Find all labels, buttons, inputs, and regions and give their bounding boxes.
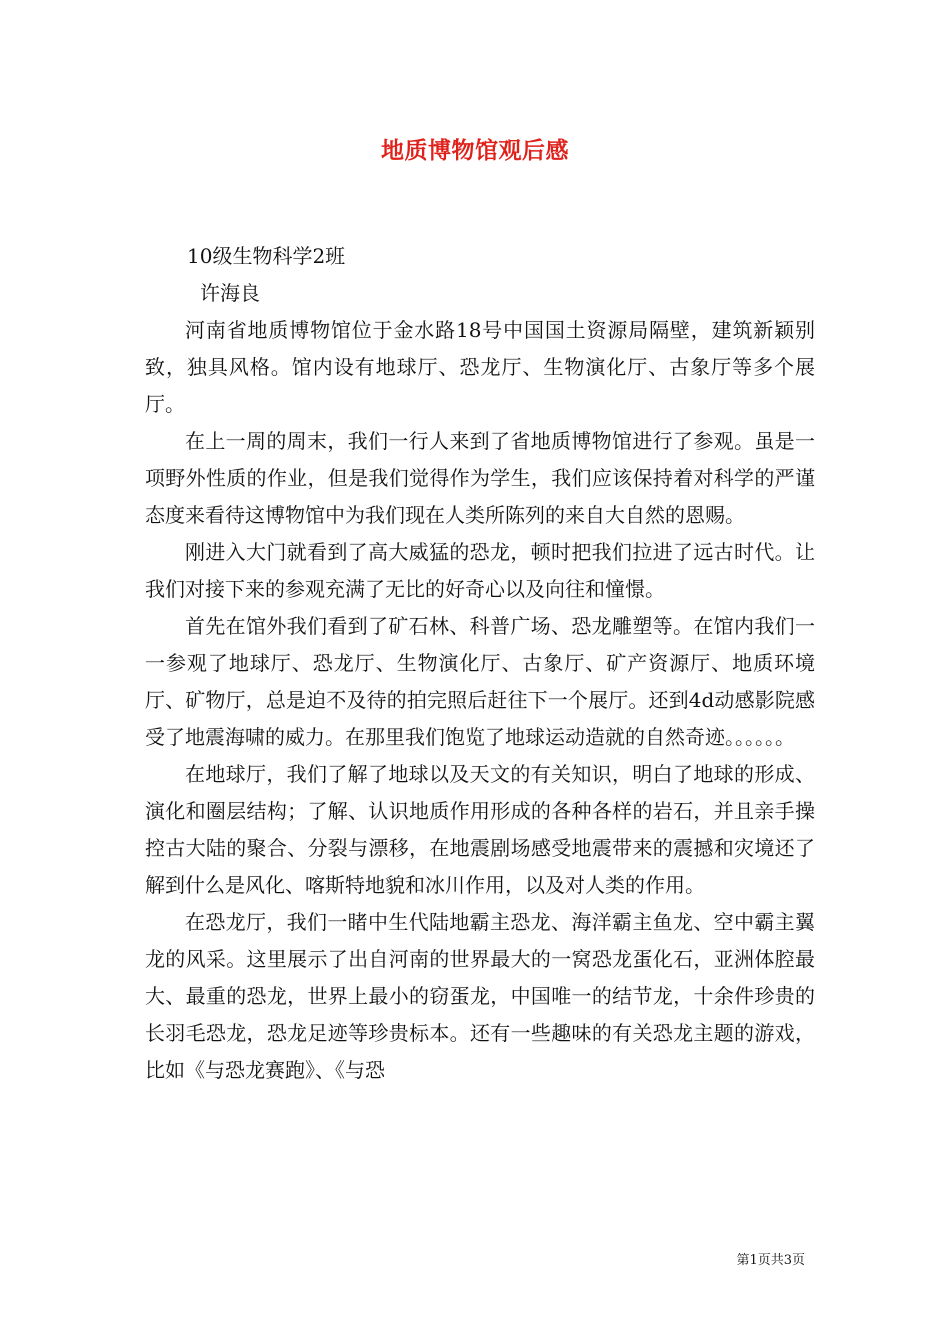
document-body: [145, 238, 815, 1089]
page-indicator: 第1页共3页: [736, 1253, 805, 1268]
class-info: 10级生物科学2班: [187, 244, 346, 268]
document-title: 地质博物馆观后感: [381, 137, 569, 164]
paragraph-1: 河南省地质博物馆位于金水路18号中国国土资源局隔壁，建筑新颖别致，独具风格。馆内设有地球厅、恐龙厅、生物演化厅、古象厅等多个展厅。: [145, 318, 815, 416]
paragraph-2: 在上一周的周末，我们一行人来到了省地质博物馆进行了参观。虽是一项野外性质的作业，但是我们觉得作为学生，我们应该保持着对科学的严谨态度来看待这博物馆中为我们现在人类所陈列的来自大自然的恩赐。: [145, 429, 815, 527]
paragraph-5: 在地球厅，我们了解了地球以及天文的有关知识，明白了地球的形成、演化和圈层结构；了解、认识地质作用形成的各种各样的岩石，并且亲手操控古大陆的聚合、分裂与漂移，在地震剧场感受地震带来的震撼和灾境还了解到什么是风化、喀斯特地貌和冰川作用，以及对人类的作用。: [145, 762, 815, 897]
paragraph-6: 在恐龙厅，我们一睹中生代陆地霸主恐龙、海洋霸主鱼龙、空中霸主翼龙的风采。这里展示了出自河南的世界最大的一窝恐龙蛋化石，亚洲体腔最大、最重的恐龙，世界上最小的窃蛋龙，中国唯一的结节龙，十余件珍贵的长羽毛恐龙，恐龙足迹等珍贵标本。还有一些趣味的有关恐龙主题的游戏，比如《与恐龙赛跑》、《与恐: [145, 910, 815, 1082]
paragraph-4: 首先在馆外我们看到了矿石林、科普广场、恐龙雕塑等。在馆内我们一一参观了地球厅、恐龙厅、生物演化厅、古象厅、矿产资源厅、地质环境厅、矿物厅，总是迫不及待的拍完照后赶往下一个展厅。还到4d动感影院感受了地震海啸的威力。在那里我们饱览了地球运动造就的自然奇迹。。。。。。: [145, 614, 815, 749]
paragraph-3: 刚进入大门就看到了高大威猛的恐龙，顿时把我们拉进了远古时代。让我们对接下来的参观充满了无比的好奇心以及向往和憧憬。: [145, 540, 815, 601]
author-name: 许海良: [200, 281, 260, 305]
